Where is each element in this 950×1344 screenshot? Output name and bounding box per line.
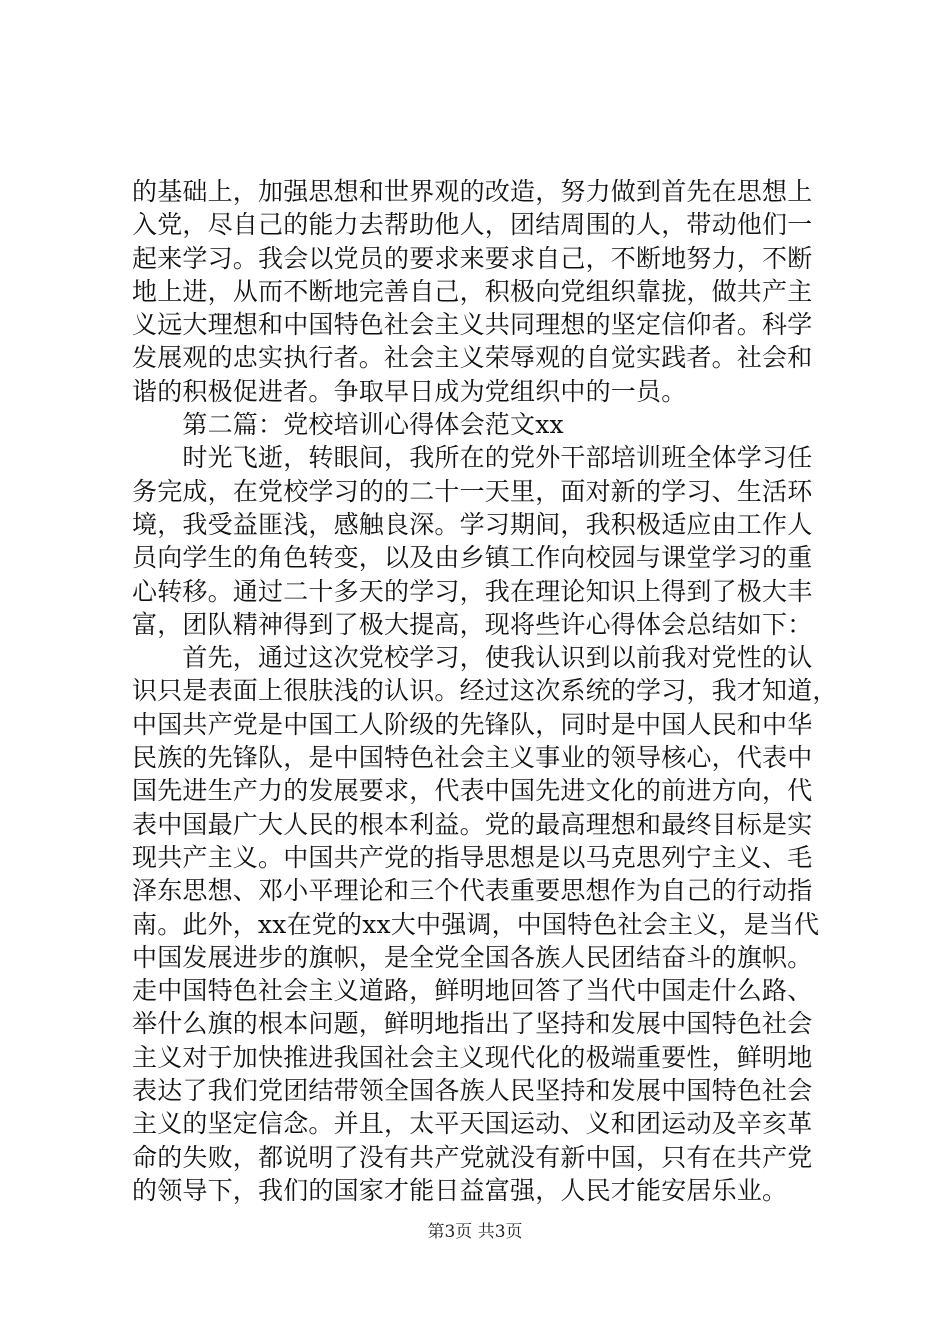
text-line: 举什么旗的根本问题，鲜明地指出了坚持和发展中国特色社会 [132, 1009, 813, 1039]
text-line: 主义的坚定信念。并且，太平天国运动、义和团运动及辛亥革 [132, 1109, 813, 1139]
body-text [132, 175, 838, 1207]
text-line: 泽东思想、邓小平理论和三个代表重要思想作为自己的行动指 [132, 876, 813, 906]
text-line: 首先，通过这次党校学习，使我认识到以前我对党性的认 [132, 643, 813, 673]
text-line: 现共产主义。中国共产党的指导思想是以马克思列宁主义、毛 [132, 842, 813, 872]
text-line: 中国发展进步的旗帜，是全党全国各族人民团结奋斗的旗帜。 [132, 942, 813, 972]
text-line: 民族的先锋队，是中国特色社会主义事业的领导核心，代表中 [132, 743, 813, 773]
text-line: 务完成，在党校学习的的二十一天里，面对新的学习、生活环 [132, 476, 813, 506]
text-line: 时光飞逝，转眼间，我所在的党外干部培训班全体学习任 [132, 443, 813, 473]
page-footer [0, 1217, 950, 1242]
text-line: 地上进，从而不断地完善自己，积极向党组织靠拢，做共产主 [132, 276, 813, 306]
text-line: 表中国最广大人民的根本利益。党的最高理想和最终目标是实 [132, 809, 813, 839]
text-line: 入党，尽自己的能力去帮助他人，团结周围的人，带动他们一 [132, 210, 813, 240]
page-indicator: 第3页 共3页 [427, 1222, 523, 1242]
text-line: 员向学生的角色转变，以及由乡镇工作向校园与课堂学习的重 [132, 543, 813, 573]
text-line: 义远大理想和中国特色社会主义共同理想的坚定信仰者。科学 [132, 310, 813, 340]
text-line: 的基础上，加强思想和世界观的改造，努力做到首先在思想上 [132, 177, 813, 206]
text-line: 起来学习。我会以党员的要求来要求自己，不断地努力，不断 [132, 243, 813, 273]
section-heading: 第二篇：党校培训心得体会范文xx [132, 410, 564, 440]
text-line: 心转移。通过二十多天的学习，我在理论知识上得到了极大丰 [132, 576, 813, 606]
text-line: 国先进生产力的发展要求，代表中国先进文化的前进方向，代 [132, 776, 813, 806]
text-line: 谐的积极促进者。争取早日成为党组织中的一员。 [132, 376, 687, 406]
text-line: 主义对于加快推进我国社会主义现代化的极端重要性，鲜明地 [132, 1042, 813, 1072]
text-line: 命的失败，都说明了没有共产党就没有新中国，只有在共产党 [132, 1142, 813, 1172]
text-line: 南。此外，xx在党的xx大中强调，中国特色社会主义，是当代 [132, 909, 820, 939]
text-line: 富，团队精神得到了极大提高，现将些许心得体会总结如下： [132, 609, 813, 639]
text-line: 表达了我们党团结带领全国各族人民坚持和发展中国特色社会 [132, 1076, 813, 1106]
text-line: 境，我受益匪浅，感触良深。学习期间，我积极适应由工作人 [132, 509, 813, 539]
text-line: 发展观的忠实执行者。社会主义荣辱观的自觉实践者。社会和 [132, 343, 813, 373]
text-line: 识只是表面上很肤浅的认识。经过这次系统的学习，我才知道， [132, 676, 838, 706]
text-line: 的领导下，我们的国家才能日益富强，人民才能安居乐业。 [132, 1175, 788, 1205]
text-line: 中国共产党是中国工人阶级的先锋队，同时是中国人民和中华 [132, 709, 813, 739]
text-line: 走中国特色社会主义道路，鲜明地回答了当代中国走什么路、 [132, 976, 813, 1006]
